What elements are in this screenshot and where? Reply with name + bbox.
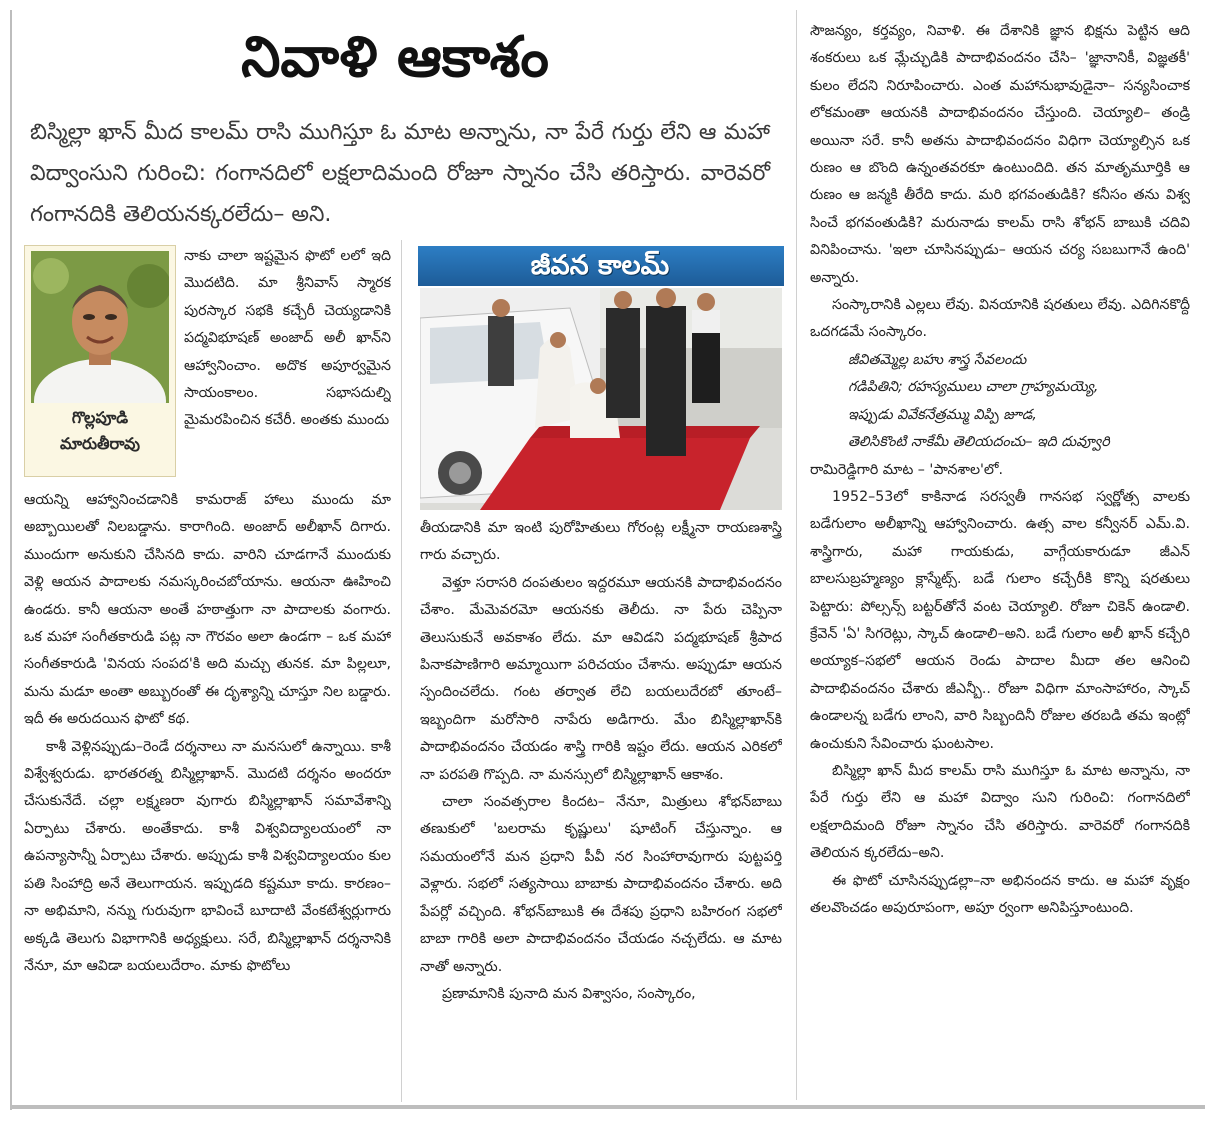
author-name-line2: మారుతీరావు bbox=[59, 434, 141, 453]
author-name-line1: గొల్లపూడి bbox=[71, 408, 129, 427]
paragraph: వెళ్తూ సరాసరి దంపతులం ఇద్దరమూ ఆయనకి పాదాభివందనం చేశాం. మేమెవరమో ఆయనకు తెలీదు. నా పేరు చెప్పినా తెలుసుకునే అవకాశం లేదు. మా ఆవిడని పద్మభూషణ్ శ్రీపాద పినాకపాణిగారి అమ్మాయిగా పరిచయం చేశాను. అప్పుడూ ఆయన స్పందించలేదు. గంట తర్వాత లేచి బయలుదేరబో తూంటే–ఇబ్బందిగా మరోసారి నాపేరు అడిగారు. మేం బిస్మిల్లాఖాన్‌కి పాదాభివందనం చేయడం శాస్త్రి గారికి ఇష్టం లేదు. ఆయన ఎరికలో నా పరపతి గొప్పది. నా మనస్సులో బిస్మిల్లాఖాన్ ఆకాశం. bbox=[420, 574, 782, 783]
intro-paragraph: నాకు చాలా ఇష్టమైన ఫొటో లలో ఇది మొదటిది. మా శ్రీనివాస్ స్మారక పురస్కార సభకి కచ్చేరీ చెయ్యడానికి పద్మవిభూషణ్ అంజాద్ అలీ ఖాన్‌ని ఆహ్వానించాం. అదొక అపూర్వమైన సాయంకాలం. సభాసదుల్ని మైమరపించిన కచేరీ. అంతకు ముందు bbox=[184, 248, 391, 429]
paragraph: రామిరెడ్డిగారి మాట – 'పానశాల'లో. bbox=[810, 461, 1004, 478]
article-headline: నివాళి ఆకాశం bbox=[241, 25, 549, 90]
paragraph: ప్రణామానికి పునాది మన విశ్వాసం, సంస్కారం, bbox=[442, 985, 696, 1002]
paragraph: చాలా సంవత్సరాల కిందట– నేనూ, మిత్రులు శోభన్‌బాబు తణుకులో 'బలరామ కృష్ణులు' షూటింగ్ చేస్తున్నాం. ఆ సమయంలోనే మన ప్రధాని పీవీ నర సింహారావుగారు పుట్టపర్తి వెళ్లారు. సభలో సత్యసాయి బాబాకు పాదాభివందనం చేశారు. అది పేపర్లో వచ్చింది. శోభన్‌బాబుకి ఈ దేశపు ప్రధాని బహిరంగ సభలో బాబా గారికి అలా పాదాభివందనం చేయడం నచ్చలేదు. ఆ మాట నాతో అన్నారు. bbox=[420, 794, 782, 975]
poem-line: తెలిసికొంటి నాకేమీ తెలియదంచు– ఇది దువ్వూరి bbox=[848, 434, 1110, 451]
column2-body bbox=[420, 515, 782, 1102]
column-divider bbox=[796, 10, 797, 1100]
feature-photo-block bbox=[418, 246, 784, 512]
feature-photo bbox=[420, 288, 782, 510]
left-border-rule bbox=[10, 10, 12, 1110]
paragraph: సౌజన్యం, కర్తవ్యం, నివాళి. ఈ దేశానికి జ్ఞాన భిక్షను పెట్టిన ఆది శంకరులు ఒక మ్లేచ్ఛుడికి పాదాభివందనం చేసి– 'జ్ఞానానికీ, విజ్ఞతకీ' కులం లేదని నిరూపించారు. ఎంత మహానుభావుడైనా– సన్యసించాక లోకమంతా ఆయనకి పాదాభివందనం చేస్తుంది. చెయ్యాలి– తండ్రి అయినా సరే. కానీ అతను పాదాభివందనం విధిగా చెయ్యాల్సిన ఒక రుణం ఆ బొంది ఉన్నంతవరకూ ఉంటుందిది. తన మాతృమూర్తికి ఆ రుణం ఆ జన్మకి తీరేది కాదు. మరి భగవంతుడికి? కనీసం తను విశ్వ సించే భగవంతుడికి? మరునాడు కాలమ్ రాసి శోభన్ బాబుకి చదివి వినిపించాను. 'ఇలా చూసినప్పుడు– ఆయన చర్య సబబుగానే ఉంది' అన్నారు. bbox=[810, 23, 1190, 286]
paragraph: ఆయన్ని ఆహ్వానించడానికి కామరాజ్ హాలు ముందు మా అబ్బాయిలతో నిలబడ్డాను. కారాగింది. అంజాద్ అలీఖాన్ దిగారు. ముందుగా అనుకుని చేసినది కాదు. వారిని చూడగానే ముందుకు వెళ్లి ఆయన పాదాలకు నమస్కరించబోయాను. ఆయనా ఊహించి ఉండరు. కానీ ఆయనా అంతే హఠాత్తుగా నా పాదాలకు వంగారు. ఒక మహా సంగీతకారుడి పట్ల నా గౌరవం అలా ఉండగా – ఒక మహా సంగీతకారుడి 'వినయ సంపద'కి అది మచ్చు తునక. మా పిల్లలూ, మను మడూ అంతా అబ్బురంతో ఈ దృశ్యాన్ని చూస్తూ నిల బడ్డారు. ఇదీ ఈ అరుదయిన ఫొటో కథ. bbox=[24, 492, 391, 728]
poem-line: గడిపితిని; రహస్యములు చాలా గ్రాహ్యమయ్యె, bbox=[848, 379, 1099, 396]
paragraph: ఈ ఫొటో చూసినప్పుడల్లా–నా అభినందన కాదు. ఆ మహా వృక్షం తలవొంచడం అపురూపంగా, అపూ ర్వంగా అనిపిస్తూంటుంది. bbox=[810, 872, 1190, 916]
poem-line: జీవితమ్మెల్ల బహు శాస్త్ర సేవలందు bbox=[848, 351, 1027, 368]
column1-body bbox=[24, 487, 391, 1102]
paragraph: కాశీ వెళ్లినప్పుడు–రెండే దర్శనాలు నా మనసులో ఉన్నాయి. కాశీ విశ్వేశ్వరుడు. భారతరత్న బిస్మిల్లాఖాన్. మొదటి దర్శనం అందరూ చేసుకునేదే. చల్లా లక్ష్మణరా వుగారు బిస్మిల్లాఖాన్ సమావేశాన్ని ఏర్పాటు చేశారు. అంతేకాదు. కాశీ విశ్వవిద్యాలయంలో నా ఉపన్యాసాన్నీ ఏర్పాటు చేశారు. అప్పుడు కాశీ విశ్వవిద్యాలయం కుల పతి సింహాద్రి అనే తెలుగాయన. ఇప్పుడది కష్టమూ కాదు. కారణం– నా అభిమాని, నన్ను గురువుగా భావించే బూదాటి వేంకటేశ్వర్లుగారు అక్కడి తెలుగు విభాగానికి అధ్యక్షులు. సరే, బిస్మిల్లాఖాన్ దర్శనానికి నేనూ, మా ఆవిడా బయలుదేరాం. మాకు ఫొటోలు bbox=[24, 738, 391, 974]
author-portrait bbox=[24, 245, 176, 477]
column-banner bbox=[418, 246, 784, 286]
column-banner-title: జీవన కాలమ్ bbox=[530, 250, 670, 281]
paragraph: బిస్మిల్లా ఖాన్ మీద కాలమ్ రాసి ముగిస్తూ ఓ మాట అన్నాను, నా పేరే గుర్తు లేని ఆ మహా విద్వాం సుని గురించి: గంగానదిలో లక్షలాదిమంది రోజూ స్నానం చేసి తరిస్తారు. వారెవరో గంగానదికి తెలియన క్కరలేదు–అని. bbox=[810, 762, 1190, 862]
paragraph: సంస్కారానికి ఎల్లలు లేవు. వినయానికి షరతులు లేవు. ఎదిగినకొద్దీ ఒదగడమే సంస్కారం. bbox=[810, 297, 1190, 341]
lead-paragraph: బిస్మిల్లా ఖాన్ మీద కాలమ్ రాసి ముగిస్తూ ఓ మాట అన్నాను, నా పేరే గుర్తు లేని ఆ మహా విద్వాంసుని గురించి: గంగానదిలో లక్షలాదిమంది రోజూ స్నానం చేసి తరిస్తారు. వారెవరో గంగానదికి తెలియనక్కరలేదు– అని. bbox=[30, 120, 770, 227]
author-photo bbox=[31, 251, 169, 403]
poem-line: ఇప్పుడు వివేకనేత్రమ్ము విప్పి జూడ, bbox=[848, 406, 1037, 423]
paragraph: తీయడానికి మా ఇంటి పురోహితులు గోరంట్ల లక్ష్మీనా రాయణశాస్త్రి గారు వచ్చారు. bbox=[420, 520, 782, 564]
bottom-border-rule bbox=[10, 1105, 1205, 1109]
column3-body bbox=[810, 18, 1190, 1098]
column1-intro bbox=[184, 243, 391, 483]
paragraph: 1952–53లో కాకినాడ సరస్వతీ గానసభ స్వర్ణోత్స వాలకు బడేగులాం అలీఖాన్ని ఆహ్వానించారు. ఉత్స వాల కన్వీనర్ ఎమ్.వి. శాస్త్రిగారు, మహా గాయకుడు, వాగ్గేయకారుడూ జీఎన్ బాలసుబ్రహ్మణ్యం క్లాస్మేట్స్. బడే గులాం కచ్చేరీకి కొన్ని షరతులు పెట్టారు: పోల్సన్స్ బట్టర్‌తోనే వంట చెయ్యాలి. రోజూ చికెన్ ఉండాలి. క్రేవెన్ 'ఏ' సిగరెట్లు, స్కాచ్ ఉండాలి–అని. బడే గులాం అలీ ఖాన్ కచ్చేరి అయ్యాక–సభలో ఆయన రెండు పాదాల మీదా తల ఆనించి పాదాభివందనం చేశారు జీఎన్బీ.. రోజూ విధిగా మాంసాహారం, స్కాచ్ ఉండాలన్న బడేగు లాంని, వారి సిబ్బందినీ రోజుల తరబడి తమ ఇంట్లో ఉంచుకుని సేవించారు ఘంటసాల. bbox=[810, 488, 1190, 752]
column-divider bbox=[401, 240, 402, 1102]
